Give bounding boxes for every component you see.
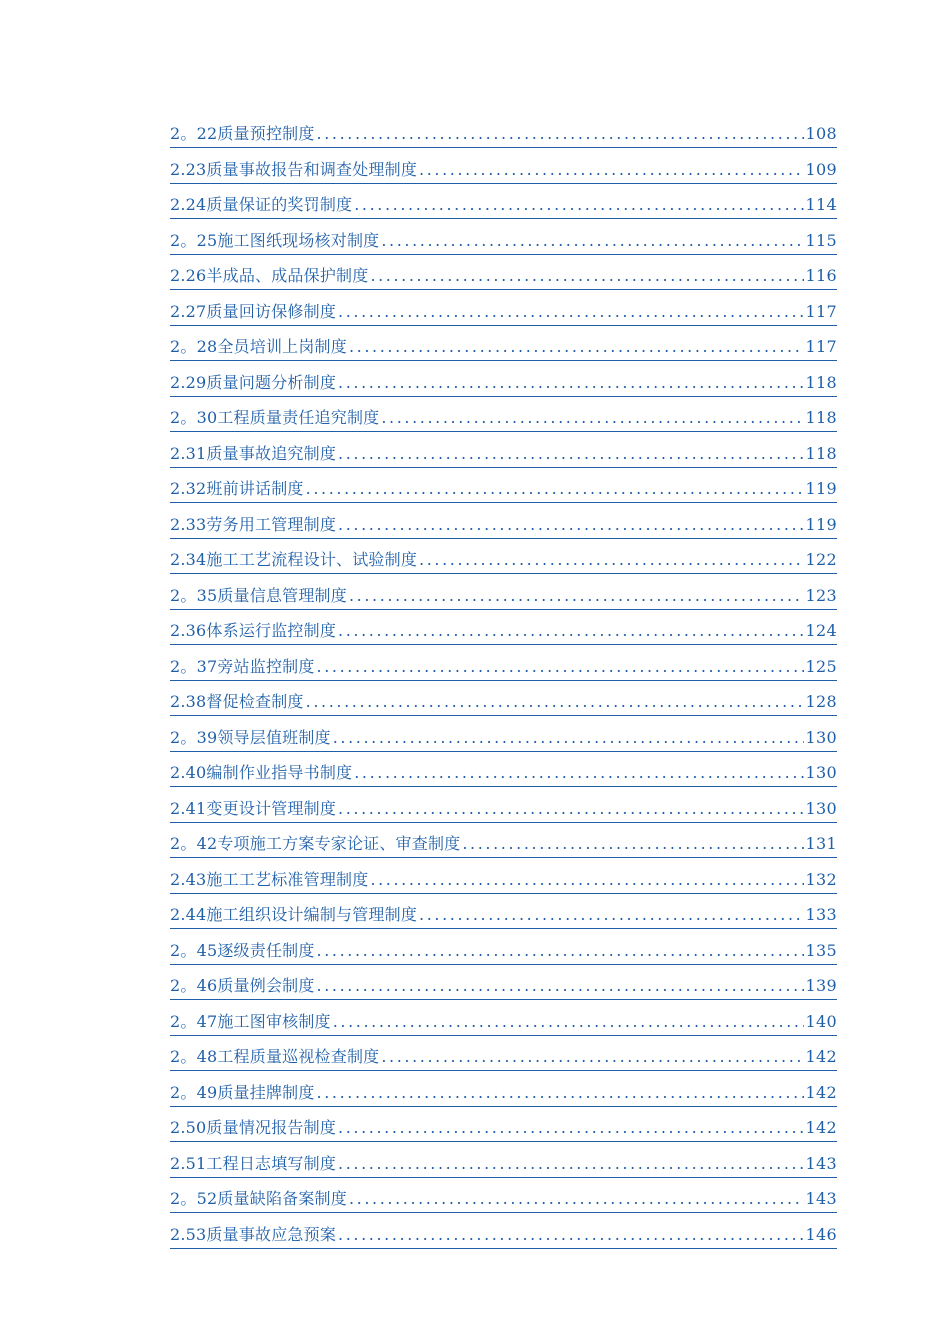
toc-leader-dots (419, 157, 804, 183)
toc-leader-dots (370, 867, 803, 893)
toc-entry-title: 2。52质量缺陷备案制度 (170, 1189, 347, 1208)
toc-entry-page: 143 (805, 1189, 837, 1208)
toc-leader-dots (370, 263, 803, 289)
toc-entry-page: 117 (805, 337, 837, 356)
toc-leader-dots (338, 1222, 804, 1248)
toc-entry-title: 2。47施工图审核制度 (170, 1011, 331, 1031)
toc-leader-dots (317, 654, 804, 680)
toc-entry-page: 122 (805, 550, 837, 569)
toc-entry-title: 2.53质量事故应急预案 (170, 1224, 337, 1244)
toc-entry-title: 2。30工程质量责任追究制度 (170, 408, 380, 427)
toc-entry[interactable] (170, 157, 837, 193)
table-of-contents (170, 121, 837, 1257)
toc-leader-dots (381, 1044, 803, 1070)
toc-entry[interactable] (170, 973, 837, 1009)
toc-entry[interactable] (170, 441, 837, 477)
toc-entry-page: 142 (805, 1118, 837, 1137)
toc-entry-title: 2。25施工图纸现场核对制度 (170, 230, 380, 250)
toc-entry-page: 146 (805, 1224, 837, 1244)
toc-leader-dots (338, 299, 804, 325)
toc-leader-dots (317, 121, 804, 147)
toc-entry-title: 2.43施工工艺标准管理制度 (170, 869, 369, 889)
toc-entry-page: 124 (805, 621, 837, 640)
toc-entry[interactable] (170, 725, 837, 761)
toc-entry-page: 116 (805, 266, 837, 285)
toc-leader-dots (317, 973, 804, 999)
toc-entry[interactable] (170, 902, 837, 938)
toc-entry-title: 2.27质量回访保修制度 (170, 301, 337, 321)
toc-entry-page: 118 (805, 372, 837, 392)
toc-entry[interactable] (170, 760, 837, 796)
toc-entry[interactable] (170, 796, 837, 832)
toc-entry-page: 143 (805, 1153, 837, 1173)
toc-entry-page: 139 (805, 976, 837, 995)
toc-entry[interactable] (170, 831, 837, 867)
toc-entry[interactable] (170, 228, 837, 264)
toc-entry-page: 119 (805, 479, 837, 498)
toc-entry-title: 2.36体系运行监控制度 (170, 621, 337, 640)
toc-entry-page: 125 (805, 656, 837, 676)
toc-leader-dots (349, 334, 804, 360)
toc-entry[interactable] (170, 618, 837, 654)
toc-entry[interactable] (170, 370, 837, 406)
toc-entry-title: 2。45逐级责任制度 (170, 940, 315, 960)
toc-entry[interactable] (170, 192, 837, 228)
toc-entry-page: 123 (805, 585, 837, 605)
toc-leader-dots (419, 902, 804, 928)
toc-entry-title: 2.31质量事故追究制度 (170, 443, 337, 463)
toc-entry-title: 2.26半成品、成品保护制度 (170, 266, 369, 285)
toc-entry-page: 109 (805, 159, 837, 179)
toc-entry-title: 2.40编制作业指导书制度 (170, 763, 353, 782)
toc-leader-dots (354, 192, 803, 218)
toc-entry[interactable] (170, 867, 837, 903)
toc-leader-dots (338, 370, 804, 396)
toc-entry-title: 2.44施工组织设计编制与管理制度 (170, 905, 418, 924)
toc-leader-dots (338, 796, 804, 822)
toc-entry[interactable] (170, 547, 837, 583)
toc-entry-title: 2.32班前讲话制度 (170, 479, 304, 498)
toc-entry-page: 140 (805, 1011, 837, 1031)
toc-entry[interactable] (170, 299, 837, 335)
toc-leader-dots (333, 725, 804, 751)
toc-entry-title: 2.50质量情况报告制度 (170, 1118, 337, 1137)
toc-leader-dots (381, 228, 803, 254)
toc-entry-title: 2.34施工工艺流程设计、试验制度 (170, 550, 418, 569)
toc-entry[interactable] (170, 654, 837, 690)
toc-entry[interactable] (170, 1009, 837, 1045)
toc-leader-dots (306, 689, 804, 715)
toc-entry[interactable] (170, 1222, 837, 1258)
toc-leader-dots (338, 512, 804, 538)
toc-leader-dots (462, 831, 803, 857)
toc-entry-page: 118 (805, 408, 837, 427)
toc-entry[interactable] (170, 405, 837, 441)
toc-entry-page: 130 (805, 727, 837, 747)
toc-entry[interactable] (170, 512, 837, 548)
toc-leader-dots (306, 476, 804, 502)
toc-entry-title: 2。28全员培训上岗制度 (170, 337, 347, 356)
toc-leader-dots (338, 441, 804, 467)
toc-entry[interactable] (170, 476, 837, 512)
toc-entry-page: 130 (805, 763, 837, 782)
toc-entry-title: 2.24质量保证的奖罚制度 (170, 195, 353, 214)
toc-entry-page: 115 (805, 230, 837, 250)
toc-entry[interactable] (170, 1044, 837, 1080)
toc-leader-dots (354, 760, 803, 786)
toc-leader-dots (349, 583, 804, 609)
toc-entry[interactable] (170, 121, 837, 157)
toc-entry-title: 2.51工程日志填写制度 (170, 1153, 337, 1173)
toc-entry-title: 2。39领导层值班制度 (170, 727, 331, 747)
toc-entry-title: 2。42专项施工方案专家论证、审查制度 (170, 834, 461, 853)
toc-entry-page: 142 (805, 1082, 837, 1102)
toc-leader-dots (317, 1080, 804, 1106)
toc-entry[interactable] (170, 263, 837, 299)
toc-entry-page: 130 (805, 798, 837, 818)
toc-leader-dots (338, 1115, 804, 1141)
toc-entry-title: 2。49质量挂牌制度 (170, 1082, 315, 1102)
toc-entry-title: 2。35质量信息管理制度 (170, 585, 347, 605)
toc-entry-title: 2.33劳务用工管理制度 (170, 514, 337, 534)
toc-entry-title: 2。46质量例会制度 (170, 976, 315, 995)
toc-entry-page: 118 (805, 443, 837, 463)
toc-leader-dots (317, 938, 804, 964)
toc-leader-dots (349, 1186, 804, 1212)
toc-entry-page: 119 (805, 514, 837, 534)
toc-entry-page: 135 (805, 940, 837, 960)
toc-entry[interactable] (170, 938, 837, 974)
toc-entry-title: 2.41变更设计管理制度 (170, 798, 337, 818)
toc-leader-dots (338, 1151, 804, 1177)
toc-entry-title: 2.23质量事故报告和调查处理制度 (170, 159, 418, 179)
toc-entry-page: 117 (805, 301, 837, 321)
toc-entry-page: 108 (805, 124, 837, 143)
toc-entry[interactable] (170, 1080, 837, 1116)
toc-entry-title: 2.29质量问题分析制度 (170, 372, 337, 392)
toc-entry-page: 133 (805, 905, 837, 924)
toc-leader-dots (338, 618, 804, 644)
toc-entry-title: 2。22质量预控制度 (170, 124, 315, 143)
toc-entry-title: 2.38督促检查制度 (170, 692, 304, 711)
toc-entry-page: 128 (805, 692, 837, 711)
toc-entry-page: 142 (805, 1047, 837, 1066)
toc-entry[interactable] (170, 334, 837, 370)
toc-entry[interactable] (170, 1115, 837, 1151)
toc-leader-dots (333, 1009, 804, 1035)
toc-entry-page: 132 (805, 869, 837, 889)
toc-entry-page: 131 (805, 834, 837, 853)
toc-entry[interactable] (170, 1151, 837, 1187)
toc-entry-page: 114 (805, 195, 837, 214)
toc-entry[interactable] (170, 583, 837, 619)
toc-entry-title: 2。37旁站监控制度 (170, 656, 315, 676)
toc-leader-dots (381, 405, 803, 431)
toc-entry[interactable] (170, 689, 837, 725)
toc-entry[interactable] (170, 1186, 837, 1222)
toc-leader-dots (419, 547, 804, 573)
toc-entry-title: 2。48工程质量巡视检查制度 (170, 1047, 380, 1066)
